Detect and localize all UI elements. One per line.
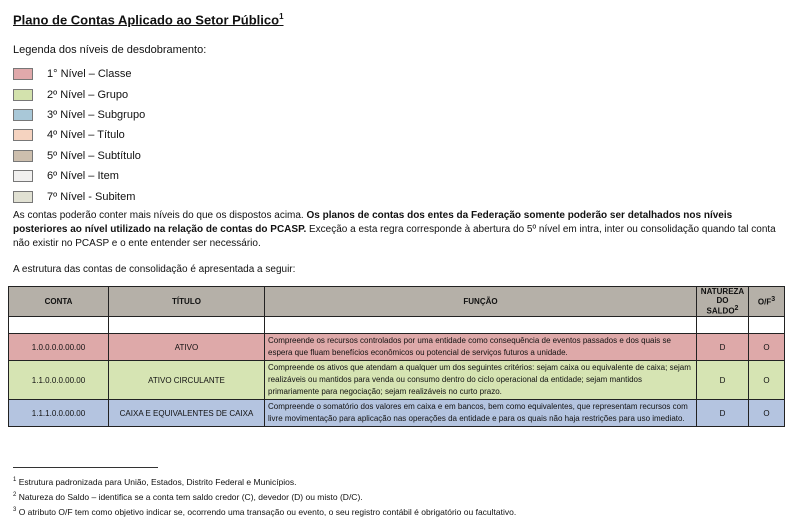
cell-titulo: CAIXA E EQUIVALENTES DE CAIXA <box>109 400 265 427</box>
legend-swatch <box>13 89 33 101</box>
legend-label: 5º Nível – Subtítulo <box>47 149 141 162</box>
footnote-1: $^1$ Estrutura padronizada para União, Estados, Distrito Federal e Municípios. <box>13 476 297 487</box>
cell-funcao: Compreende os ativos que atendam a qualquer um dos seguintes critérios: sejam caixa ou equivalente de caixa; sejam realizáveis ou mantidos para venda ou consumo dentro do ciclo operacional da entidade; sejam mantidos primariamente para negociação; sejam realizáveis no curto prazo. <box>265 361 697 400</box>
header-funcao: FUNÇÃO <box>265 287 697 317</box>
cell-natureza: D <box>697 334 749 361</box>
header-natureza: NATUREZA DO SALDO$^2$ <box>697 287 749 317</box>
cell-conta: 1.1.1.0.0.00.00 <box>9 400 109 427</box>
title-footnote-ref: 1 <box>279 12 284 21</box>
cell-titulo: ATIVO <box>109 334 265 361</box>
footnote-2: $^2$ Natureza do Saldo – identifica se a conta tem saldo credor (C), devedor (D) ou misto (D/C). <box>13 491 363 502</box>
header-titulo: TÍTULO <box>109 287 265 317</box>
cell-conta: 1.0.0.0.0.00.00 <box>9 334 109 361</box>
accounts-table <box>8 286 785 427</box>
legend-label: 2º Nível – Grupo <box>47 88 129 101</box>
legend-swatch <box>13 170 33 182</box>
legend-label: 3º Nível – Subgrupo <box>47 108 146 121</box>
legend-item <box>13 146 145 166</box>
cell-titulo: ATIVO CIRCULANTE <box>109 361 265 400</box>
table-row <box>9 400 785 427</box>
legend-item <box>13 186 145 206</box>
table-blank-row <box>9 317 785 334</box>
page-title: Plano de Contas Aplicado ao Setor Público$^1$ <box>13 12 284 28</box>
legend-label: 1° Nível – Classe <box>47 68 132 81</box>
legend-item <box>13 84 145 104</box>
legend-swatch <box>13 191 33 203</box>
table-header-row <box>9 287 785 317</box>
legend-swatch <box>13 129 33 141</box>
legend-list <box>13 64 145 207</box>
legend-label: 4º Nível – Título <box>47 129 125 142</box>
cell-conta: 1.1.0.0.0.00.00 <box>9 361 109 400</box>
header-conta: CONTA <box>9 287 109 317</box>
table-intro: A estrutura das contas de consolidação é apresentada a seguir: <box>13 264 296 275</box>
cell-natureza: D <box>697 400 749 427</box>
legend-item <box>13 166 145 186</box>
cell-of: O <box>749 361 785 400</box>
cell-natureza: D <box>697 361 749 400</box>
footnote-3: $^3$ O atributo O/F tem como objetivo indicar se, ocorrendo uma transação ou evento, o seu registro contábil é obrigatório ou facultativo. <box>13 506 517 517</box>
rules-emphasis: Os planos de contas dos entes da Federação somente poderão ser detalhados nos níveis posteriores ao nível utilizado na relação de contas do PCASP. <box>13 210 733 235</box>
cell-funcao: Compreende o somatório dos valores em caixa e em bancos, bem como equivalentes, que representam recursos com livre movimentação para aplicação nas operações da entidade e para os quais não haja restrições para uso imediato. <box>265 400 697 427</box>
legend-heading: Legenda dos níveis de desdobramento: <box>13 44 207 56</box>
legend-label: 6º Nível – Item <box>47 170 119 183</box>
footnote-divider <box>13 467 158 468</box>
legend-swatch <box>13 150 33 162</box>
legend-label: 7º Nível - Subitem <box>47 190 136 203</box>
table-row <box>9 361 785 400</box>
legend-swatch <box>13 68 33 80</box>
cell-of: O <box>749 334 785 361</box>
footnotes <box>13 474 516 518</box>
table-row <box>9 334 785 361</box>
legend-item <box>13 125 145 145</box>
legend-item <box>13 105 145 125</box>
legend-swatch <box>13 109 33 121</box>
cell-of: O <box>749 400 785 427</box>
rules-paragraph: As contas poderão conter mais níveis do que os dispostos acima. Os planos de contas dos entes da Federação somente poderão ser detalhados nos níveis posteriores ao nível utilizado na relação de contas do PCASP. Exceção a esta regra corresponde à abertura do 5º nível em intra, inter ou consolidação quando tal conta não existir no PCASP e o ente entender ser necessário. <box>13 210 776 249</box>
header-of: $O/F^3$ <box>749 287 785 317</box>
legend-item <box>13 64 145 84</box>
cell-funcao: Compreende os recursos controlados por uma entidade como consequência de eventos passados e dos quais se espera que fluam benefícios econômicos ou potencial de serviços futuros a unidade. <box>265 334 697 361</box>
